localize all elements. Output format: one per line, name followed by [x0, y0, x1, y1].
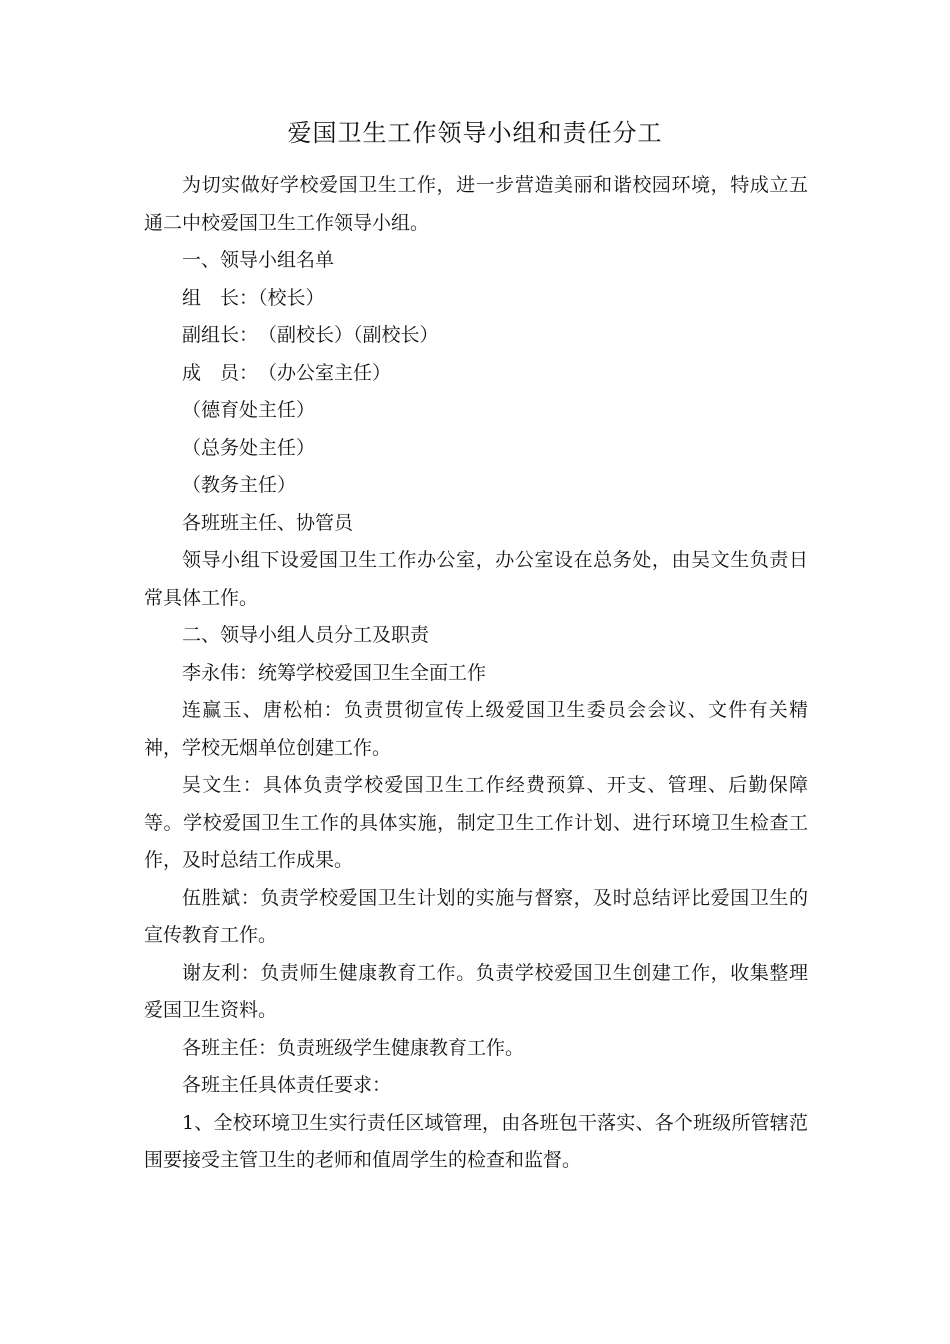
- duty-wu-wensheng: 吴文生：具体负责学校爱国卫生工作经费预算、开支、管理、后勤保障等。学校爱国卫生工作的具体实施，制定卫生工作计划、进行环境卫生检查工作，及时总结工作成果。: [144, 774, 808, 871]
- section-heading-duties: 二、领导小组人员分工及职责: [182, 624, 430, 646]
- member-class-teachers: 各班班主任、协管员: [182, 511, 354, 534]
- duty-lian-tang: 连赢玉、唐松柏：负责贯彻宣传上级爱国卫生委员会会议、文件有关精神，学校无烟单位创建工作。: [144, 699, 808, 759]
- duty-xie-youli: 谢友利：负责师生健康教育工作。负责学校爱国卫生创建工作，收集整理爱国卫生资料。: [144, 961, 808, 1021]
- section-heading-members: 一、领导小组名单: [182, 249, 335, 271]
- member-deputy-leader: 副组长： （副校长）（副校长）: [182, 324, 439, 346]
- member-academic-affairs: （教务主任）: [182, 474, 297, 496]
- member-general-affairs: （总务处主任）: [182, 436, 316, 459]
- paragraph-office: 领导小组下设爱国卫生工作办公室，办公室设在总务处，由吴文生负责日常具体工作。: [144, 549, 808, 609]
- requirements-heading: 各班主任具体责任要求：: [182, 1074, 392, 1096]
- duty-wu-shengbin: 伍胜斌：负责学校爱国卫生计划的实施与督察，及时总结评比爱国卫生的宣传教育工作。: [144, 886, 808, 946]
- duty-class-teachers: 各班主任：负责班级学生健康教育工作。: [182, 1036, 525, 1059]
- duty-li-yongwei: 李永伟：统筹学校爱国卫生全面工作: [182, 661, 487, 684]
- member-members: 成 员： （办公室主任）: [182, 361, 392, 384]
- requirement-1: 1、全校环境卫生实行责任区域管理，由各班包干落实、各个班级所管辖范围要接受主管卫生的老师和值周学生的检查和监督。: [144, 1111, 808, 1171]
- member-moral-education: （德育处主任）: [182, 399, 316, 421]
- paragraph-intro: 为切实做好学校爱国卫生工作，进一步营造美丽和谐校园环境，特成立五通二中校爱国卫生工作领导小组。: [144, 174, 808, 234]
- document-title: 爱国卫生工作领导小组和责任分工: [287, 119, 663, 147]
- document-body: [144, 167, 808, 1180]
- member-leader: 组 长：（校长）: [182, 286, 325, 309]
